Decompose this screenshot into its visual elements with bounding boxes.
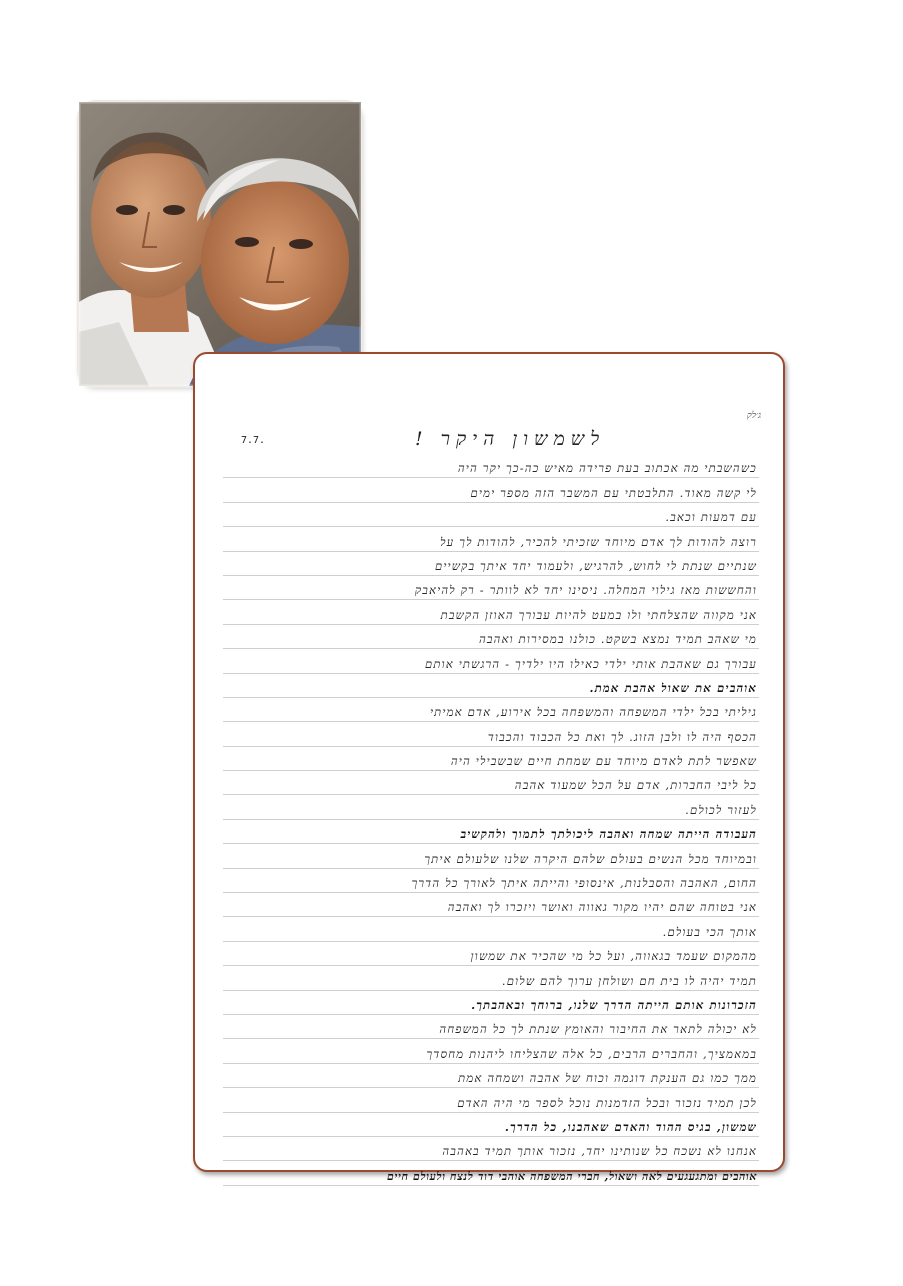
letter-line	[223, 552, 759, 576]
letter-line-text: שמשון, בגיס ההוד והאדם שאהבנו, כל הדרך.	[504, 1119, 757, 1134]
letter-line-text: לעזור לכולם.	[685, 802, 757, 817]
letter-line-text: לכן תמיד נזכור ובכל הזדמנות נוכל לספר מי היה האדם	[457, 1095, 757, 1110]
letter-corner-note: ג׳לק	[746, 411, 761, 421]
handwritten-letter	[193, 352, 785, 1183]
letter-line-text: גיליתי בכל ילדי המשפחה והמשפחה בכל אירוע, אדם אמיתי	[429, 705, 757, 720]
letter-line-text: הכסף היה לו ולבן הזוג. לך ואת כל הכבוד והכבוד	[487, 729, 757, 744]
letter-line	[223, 966, 759, 990]
letter-line	[223, 942, 759, 966]
letter-line-text: אותך הכי בעולם.	[662, 924, 757, 939]
letter-line	[223, 820, 759, 844]
letter-line-text: מהמקום שעמד בגאווה, ועל כל מי שהכיר את שמשון	[470, 949, 757, 964]
letter-line	[223, 674, 759, 698]
photo-frame	[79, 102, 361, 386]
letter-line-text: והחששות מאז גילוי המחלה. ניסינו יחד לא לוותר - רק להיאבק	[414, 583, 757, 598]
letter-line	[223, 1137, 759, 1161]
letter-line-text: עבורך גם שאהבת אותי ילדי כאילו היו ילדיך - הרגשתי אותם	[425, 656, 757, 671]
letter-date: 7.7.	[241, 435, 266, 446]
letter-line-text: שנתיים שנתת לי לחוש, להרגיש, ולעמוד יחד איתך בקשיים	[434, 558, 757, 573]
letter-line-text: במאמציך, והחברים הרבים, כל אלה שהצליחו ליהנות מחסדך	[426, 1046, 757, 1061]
letter-line-text: רוצה להודות לך אדם מיוחד שזכיתי להכיר, להודות לך על	[440, 534, 757, 549]
letter-line	[223, 795, 759, 819]
letter-line	[223, 527, 759, 551]
letter-line	[223, 844, 759, 868]
letter-line-text: הזכרונות אותם הייתה הדרך שלנו, ברוחך ובאהבתך.	[471, 997, 757, 1012]
letter-line-text: החום, האהבה והסבלנות, אינסופי והייתה איתך לאורך כל הדרך	[411, 876, 757, 891]
letter-line	[223, 1039, 759, 1063]
letter-line	[223, 1064, 759, 1088]
letter-line	[223, 503, 759, 527]
letter-line-text: ובמיוחד מכל הנשים בעולם שלהם היקרה שלנו שלעולם איתך	[424, 851, 757, 866]
letter-line-text: כל ליבי החברות, אדם על הכל שמעוד אהבה	[514, 778, 757, 793]
letter-line-text: אנחנו לא נשכח כל שנותינו יחד, נזכור אותך תמיד באהבה	[442, 1144, 757, 1159]
letter-line	[223, 747, 759, 771]
letter-line-text: כשהשבתי מה אכתוב בעת פרידה מאיש כה-כך יקר היה	[457, 461, 757, 476]
letter-greeting: לשמשון היקר !	[415, 428, 606, 450]
letter-line-text: תמיד יהיה לו בית חם ושולחן ערוך להם שלום.	[501, 973, 757, 988]
letter-line-text: אני בטוחה שהם יהיו מקור גאווה ואושר ויזכרו לך ואהבה	[447, 900, 757, 915]
letter-line	[223, 625, 759, 649]
letter-line	[223, 1088, 759, 1112]
portrait-photo	[79, 102, 361, 386]
letter-line-text: מי שאהב תמיד נמצא בשקט. כולנו במסירות ואהבה	[478, 632, 757, 647]
letter-line	[223, 649, 759, 673]
letter-line	[223, 869, 759, 893]
letter-line-text: לי קשה מאוד. התלבטתי עם המשבר הזה מספר ימים	[470, 485, 757, 500]
letter-line	[223, 991, 759, 1015]
letter-line-text: עם דמעות וכאב.	[665, 510, 757, 525]
letter-line-text: לא יכולה לתאר את החיבור והאומץ שנתת לך כל המשפחה	[439, 1022, 757, 1037]
letter-line-text: שאפשר לתת לאדם מיוחד עם שמחת חיים שבשבילי היה	[450, 754, 757, 769]
letter-line-text: אני מקווה שהצלחתי ולו במעט להיות עבורך האוזן הקשבת	[440, 607, 757, 622]
letter-line	[223, 893, 759, 917]
letter-line	[223, 1113, 759, 1137]
letter-lines	[223, 454, 759, 1186]
letter-line-text: העבודה הייתה שמחה ואהבה ליכולתך לתמוך ולהקשיב	[460, 827, 757, 842]
letter-line	[223, 454, 759, 478]
letter-line	[223, 478, 759, 502]
letter-line	[223, 917, 759, 941]
letter-line	[223, 698, 759, 722]
letter-line-text: אוהבים את שאול אהבת אמת.	[589, 680, 757, 695]
letter-line	[223, 722, 759, 746]
letter-line	[223, 576, 759, 600]
letter-line-text: אוהבים ומתגעגעים לאה ושאול, חברי המשפחה אוהבי דוד לנצח ולעולם חיים	[387, 1169, 757, 1183]
letter-line	[223, 1161, 759, 1185]
letter-line	[223, 1015, 759, 1039]
letter-line	[223, 600, 759, 624]
letter-line-text: ממך כמו גם הענקת דוגמה וכוח של אהבה ושמחה אמת	[458, 1071, 757, 1086]
letter-line	[223, 771, 759, 795]
